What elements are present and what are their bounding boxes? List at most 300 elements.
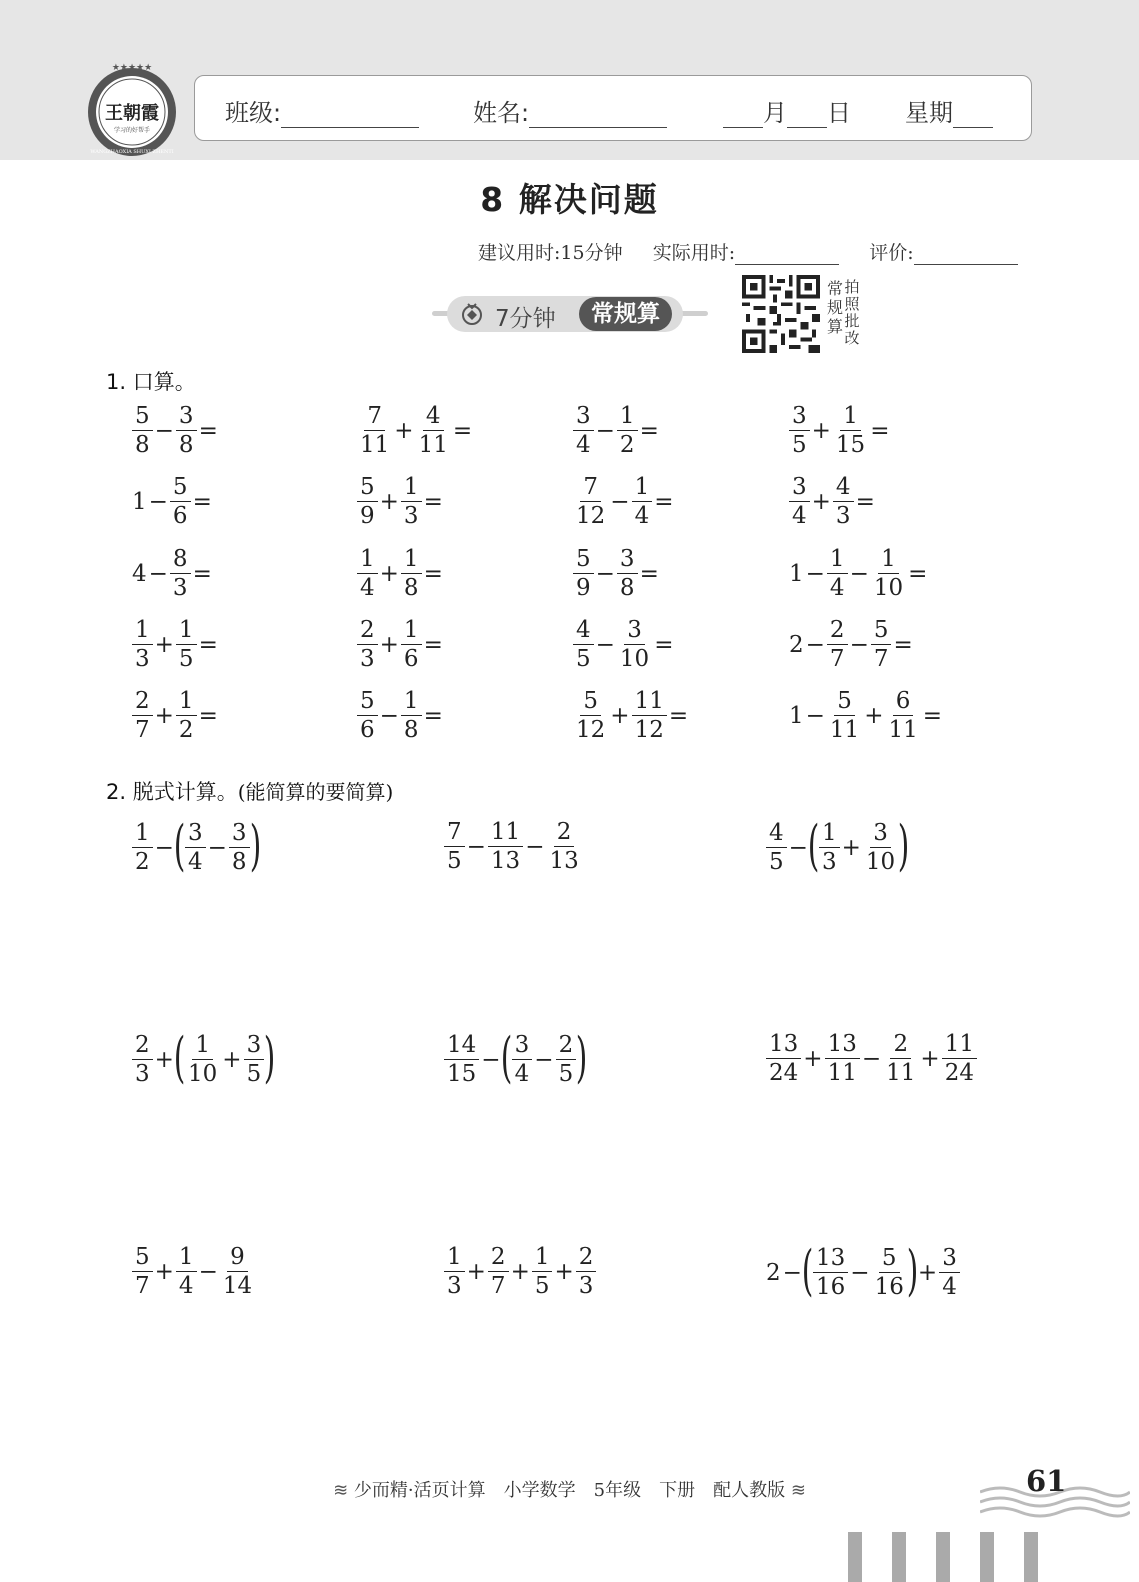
fraction <box>871 619 892 671</box>
wave-icon: ≋ <box>790 1480 806 1501</box>
numerator: 13 <box>766 1033 801 1059</box>
fraction <box>942 1033 977 1085</box>
problem-expression <box>572 476 674 528</box>
equals-sign: = <box>452 417 473 444</box>
equals-sign: = <box>908 560 928 587</box>
fraction <box>573 405 594 457</box>
fraction <box>872 1247 907 1299</box>
numerator: 1 <box>532 1246 553 1272</box>
numerator: 3 <box>617 548 638 574</box>
logo-name: 王朝霞 <box>105 103 159 124</box>
qr-label-left: 常规算 <box>826 279 843 336</box>
number: 1 <box>789 702 804 729</box>
denominator: 3 <box>835 503 851 529</box>
numerator: 1 <box>401 619 422 645</box>
numerator: 7 <box>444 821 465 847</box>
equals-sign: = <box>423 560 443 587</box>
denominator: 5 <box>558 1061 574 1087</box>
plus-sign: + <box>610 702 630 729</box>
numerator: 3 <box>244 1034 265 1060</box>
numerator: 2 <box>827 619 848 645</box>
problem-expression <box>131 476 213 528</box>
minus-sign: − <box>154 834 174 861</box>
fraction <box>863 822 898 874</box>
number: 1 <box>132 488 147 515</box>
parenthesis: ) <box>575 1026 588 1089</box>
fraction <box>132 1246 153 1298</box>
category-tag: 常规算 <box>579 297 672 331</box>
denominator: 11 <box>418 432 448 458</box>
problem-expression <box>443 1026 588 1089</box>
fraction <box>444 1034 479 1086</box>
number: 1 <box>789 560 804 587</box>
student-info-box <box>194 75 1032 141</box>
equals-sign: = <box>423 631 443 658</box>
equals-sign: = <box>654 488 674 515</box>
minus-sign: − <box>595 417 615 444</box>
fraction <box>444 1246 465 1298</box>
denominator: 8 <box>403 575 419 601</box>
problem-expression <box>765 1239 961 1302</box>
equals-sign: = <box>198 702 218 729</box>
plus-sign: + <box>394 417 414 444</box>
equals-sign: = <box>639 560 659 587</box>
denominator: 7 <box>829 646 845 672</box>
fraction <box>229 822 250 874</box>
denominator: 6 <box>403 646 419 672</box>
fraction <box>632 690 667 742</box>
numerator: 1 <box>176 690 197 716</box>
minus-sign: − <box>595 560 615 587</box>
problem-expression <box>572 548 660 600</box>
fraction <box>220 1246 255 1298</box>
parenthesis: ( <box>500 1026 512 1089</box>
denominator: 3 <box>578 1273 594 1299</box>
denominator: 4 <box>942 1274 957 1300</box>
denominator: 4 <box>360 575 375 601</box>
denominator: 4 <box>576 432 591 458</box>
denominator: 4 <box>792 503 807 529</box>
numerator: 2 <box>488 1246 509 1272</box>
numerator: 1 <box>176 619 197 645</box>
fraction <box>632 476 653 528</box>
denominator: 10 <box>188 1061 218 1087</box>
plus-sign: + <box>379 631 399 658</box>
plus-sign: + <box>154 702 174 729</box>
numerator: 5 <box>834 690 855 716</box>
fraction <box>546 821 581 873</box>
numerator: 5 <box>871 619 892 645</box>
denominator: 5 <box>534 1273 550 1299</box>
problem-expression <box>765 1033 978 1085</box>
fraction <box>766 1033 801 1085</box>
denominator: 10 <box>873 575 904 601</box>
fraction <box>357 476 378 528</box>
parenthesis: ( <box>801 1239 814 1302</box>
numerator: 1 <box>176 1246 197 1272</box>
problem-expression <box>131 1246 256 1298</box>
numerator: 4 <box>423 405 444 431</box>
logo-ring-text: WANGZHAOXIA SHUXI ZHENTI <box>90 149 174 155</box>
number: 4 <box>132 560 147 587</box>
footer: ≋ 少而精·活页计算 小学数学 5年级 下册 配人教版 ≋ <box>333 1480 806 1501</box>
numerator: 1 <box>401 548 422 574</box>
plus-sign: + <box>917 1259 938 1286</box>
numerator: 14 <box>444 1034 479 1060</box>
denominator: 7 <box>135 717 150 743</box>
class-field[interactable]: 班级: <box>225 93 419 128</box>
minus-sign: − <box>805 631 825 658</box>
problem-expression <box>788 548 928 600</box>
fraction <box>401 619 422 671</box>
numerator: 5 <box>132 405 153 431</box>
numerator: 13 <box>813 1247 848 1273</box>
fraction <box>885 690 920 742</box>
denominator: 5 <box>178 646 194 672</box>
fraction <box>617 619 652 671</box>
equals-sign: = <box>654 631 674 658</box>
numerator: 8 <box>170 548 191 574</box>
equals-sign: = <box>668 702 689 729</box>
denominator: 8 <box>178 432 194 458</box>
fraction <box>132 405 153 457</box>
denominator: 10 <box>865 849 896 875</box>
numerator: 3 <box>939 1247 960 1273</box>
fraction <box>813 1247 848 1299</box>
fraction <box>939 1247 960 1299</box>
problem-expression <box>131 619 219 671</box>
numerator: 11 <box>632 690 667 716</box>
numerator: 3 <box>229 822 250 848</box>
plus-sign: + <box>864 702 884 729</box>
denominator: 4 <box>634 503 650 529</box>
parenthesis: ) <box>906 1239 919 1302</box>
fraction <box>827 690 862 742</box>
equals-sign: = <box>192 488 212 515</box>
numerator: 1 <box>401 690 422 716</box>
denominator: 9 <box>360 503 375 529</box>
denominator: 3 <box>360 646 375 672</box>
numerator: 2 <box>357 619 378 645</box>
fraction <box>357 548 378 600</box>
denominator: 4 <box>514 1061 530 1087</box>
minus-sign: − <box>782 1259 802 1286</box>
denominator: 8 <box>231 849 247 875</box>
name-field[interactable]: 姓名: <box>473 93 667 128</box>
equals-sign: = <box>423 702 443 729</box>
equals-sign: = <box>198 631 218 658</box>
numerator: 1 <box>192 1034 213 1060</box>
qr-label-right: 拍照批改 <box>844 278 860 347</box>
plus-sign: + <box>841 834 861 861</box>
fraction <box>512 1034 533 1086</box>
numerator: 1 <box>878 548 899 574</box>
problem-expression <box>788 690 943 742</box>
denominator: 5 <box>792 432 807 458</box>
fraction <box>401 548 422 600</box>
equals-sign: = <box>922 702 943 729</box>
minus-sign: − <box>379 702 399 729</box>
numerator: 3 <box>512 1034 533 1060</box>
numerator: 2 <box>890 1033 911 1059</box>
plus-sign: + <box>920 1045 940 1072</box>
fraction <box>176 405 197 457</box>
fraction <box>532 1246 553 1298</box>
plus-sign: + <box>154 1258 174 1285</box>
fraction <box>170 548 191 600</box>
numerator: 1 <box>617 405 638 431</box>
publisher-logo <box>84 62 180 158</box>
problem-expression <box>131 814 261 877</box>
equals-sign: = <box>423 488 443 515</box>
numerator: 3 <box>870 822 891 848</box>
time-meta: 建议用时:15分钟 实际用时: 评价: <box>478 238 1018 265</box>
problem-expression <box>572 619 674 671</box>
medal-icon <box>461 302 483 326</box>
plus-sign: + <box>379 488 399 515</box>
numerator: 1 <box>357 548 378 574</box>
problem-expression <box>356 405 473 457</box>
denominator: 14 <box>222 1273 253 1299</box>
fraction <box>617 548 638 600</box>
fraction <box>244 1034 265 1086</box>
problem-expression <box>443 821 583 873</box>
numerator: 3 <box>624 619 645 645</box>
numerator: 13 <box>825 1033 860 1059</box>
fraction <box>488 1246 509 1298</box>
fraction <box>573 619 594 671</box>
numerator: 3 <box>789 405 810 431</box>
minus-sign: − <box>805 702 825 729</box>
denominator: 9 <box>576 575 591 601</box>
parenthesis: ( <box>807 814 820 877</box>
numerator: 2 <box>554 821 575 847</box>
plus-sign: + <box>811 488 831 515</box>
fraction <box>132 690 153 742</box>
numerator: 5 <box>132 1246 153 1272</box>
fraction <box>488 821 523 873</box>
problem-expression <box>356 619 444 671</box>
number: 2 <box>789 631 804 658</box>
numerator: 5 <box>357 690 378 716</box>
denominator: 3 <box>403 503 419 529</box>
numerator: 9 <box>227 1246 248 1272</box>
fraction <box>132 822 153 874</box>
plus-sign: + <box>554 1258 574 1285</box>
minus-sign: − <box>466 833 486 860</box>
numerator: 1 <box>401 476 422 502</box>
numerator: 2 <box>132 1034 153 1060</box>
minus-sign: − <box>198 1258 218 1285</box>
denominator: 5 <box>576 646 591 672</box>
numerator: 3 <box>185 822 206 848</box>
section-2-title: 2. 脱式计算。(能简算的要简算) <box>106 780 394 804</box>
minus-sign: − <box>595 631 615 658</box>
problem-expression <box>788 476 876 528</box>
fraction <box>444 821 465 873</box>
equals-sign: = <box>870 417 890 444</box>
denominator: 11 <box>829 717 860 743</box>
minus-sign: − <box>805 560 825 587</box>
denominator: 5 <box>246 1061 262 1087</box>
parenthesis: ) <box>249 814 261 877</box>
fraction <box>833 476 854 528</box>
numerator: 4 <box>573 619 594 645</box>
fraction <box>819 822 840 874</box>
denominator: 13 <box>490 848 521 874</box>
denominator: 6 <box>172 503 188 529</box>
problem-expression <box>356 690 444 742</box>
problem-expression <box>788 619 914 671</box>
number: 2 <box>766 1259 781 1286</box>
denominator: 11 <box>360 432 390 458</box>
fraction <box>132 619 153 671</box>
denominator: 11 <box>888 717 918 743</box>
plus-sign: + <box>154 1046 174 1073</box>
equals-sign: = <box>639 417 659 444</box>
equals-sign: = <box>192 560 212 587</box>
denominator: 12 <box>576 717 606 743</box>
numerator: 5 <box>573 548 594 574</box>
fraction <box>825 1033 860 1085</box>
numerator: 5 <box>357 476 378 502</box>
problem-expression <box>443 1246 597 1298</box>
fraction <box>185 1034 220 1086</box>
denominator: 16 <box>816 1274 846 1300</box>
plus-sign: + <box>222 1046 242 1073</box>
denominator: 7 <box>873 646 889 672</box>
plus-sign: + <box>803 1045 823 1072</box>
plus-sign: + <box>811 417 831 444</box>
minus-sign: − <box>148 488 168 515</box>
denominator: 15 <box>447 1061 477 1087</box>
fraction <box>573 548 594 600</box>
numerator: 1 <box>444 1246 465 1272</box>
fraction <box>871 548 906 600</box>
fraction <box>357 619 378 671</box>
plus-sign: + <box>510 1258 530 1285</box>
problem-expression <box>765 814 910 877</box>
date-field[interactable]: 月 日 <box>723 93 851 128</box>
denominator: 3 <box>172 575 188 601</box>
problem-expression <box>131 690 219 742</box>
denominator: 5 <box>769 849 784 875</box>
numerator: 3 <box>789 476 810 502</box>
problem-expression <box>788 405 890 457</box>
numerator: 1 <box>132 619 153 645</box>
numerator: 1 <box>827 548 848 574</box>
numerator: 1 <box>132 822 153 848</box>
fraction <box>176 1246 197 1298</box>
fraction <box>573 690 608 742</box>
time-badge <box>447 296 683 332</box>
minus-sign: − <box>849 631 869 658</box>
svg-text:★★★★★: ★★★★★ <box>111 63 153 73</box>
fraction <box>176 619 197 671</box>
numerator: 4 <box>766 822 787 848</box>
denominator: 5 <box>447 848 462 874</box>
fraction <box>357 690 378 742</box>
plus-sign: + <box>379 560 399 587</box>
problem-expression <box>572 690 689 742</box>
denominator: 8 <box>135 432 150 458</box>
section-1-title: 1. 口算。 <box>106 370 196 394</box>
numerator: 11 <box>942 1033 977 1059</box>
denominator: 6 <box>360 717 375 743</box>
numerator: 5 <box>879 1247 900 1273</box>
logo-sub: 学习的好帮手 <box>113 127 151 134</box>
denominator: 11 <box>827 1060 857 1086</box>
denominator: 2 <box>178 717 194 743</box>
minus-sign: − <box>610 488 630 515</box>
fraction <box>617 405 638 457</box>
problem-expression <box>356 548 444 600</box>
qr-code-icon[interactable] <box>741 275 821 353</box>
page-title: 8 解决问题 <box>480 180 659 219</box>
fraction <box>132 1034 153 1086</box>
parenthesis: ( <box>173 1026 186 1089</box>
minus-sign: − <box>154 417 174 444</box>
denominator: 24 <box>769 1060 799 1086</box>
denominator: 3 <box>135 646 150 672</box>
numerator: 1 <box>632 476 653 502</box>
denominator: 2 <box>619 432 635 458</box>
fraction <box>185 822 206 874</box>
fraction <box>833 405 868 457</box>
fraction <box>573 476 608 528</box>
problem-expression <box>131 548 213 600</box>
denominator: 4 <box>178 1273 194 1299</box>
denominator: 12 <box>634 717 664 743</box>
minus-sign: − <box>207 834 227 861</box>
denominator: 4 <box>829 575 845 601</box>
problem-expression <box>131 1026 276 1089</box>
numerator: 3 <box>573 405 594 431</box>
denominator: 15 <box>835 432 866 458</box>
fraction <box>416 405 451 457</box>
fraction <box>170 476 191 528</box>
fraction <box>576 1246 597 1298</box>
minus-sign: − <box>850 1259 870 1286</box>
plus-sign: + <box>154 631 174 658</box>
parenthesis: ( <box>173 814 186 877</box>
numerator: 2 <box>132 690 153 716</box>
fraction <box>827 548 848 600</box>
equals-sign: = <box>198 417 218 444</box>
weekday-field[interactable]: 星期 <box>905 93 993 128</box>
fraction <box>556 1034 577 1086</box>
minus-sign: − <box>525 833 545 860</box>
wave-icon: ≋ <box>333 1480 349 1501</box>
numerator: 1 <box>840 405 861 431</box>
parenthesis: ) <box>263 1026 276 1089</box>
numerator: 7 <box>580 476 601 502</box>
numerator: 1 <box>819 822 840 848</box>
fraction <box>401 690 422 742</box>
numerator: 5 <box>170 476 191 502</box>
denominator: 12 <box>576 503 606 529</box>
fraction <box>883 1033 918 1085</box>
minus-sign: − <box>534 1046 554 1073</box>
denominator: 11 <box>886 1060 916 1086</box>
numerator: 11 <box>488 821 523 847</box>
parenthesis: ) <box>897 814 910 877</box>
denominator: 3 <box>822 849 837 875</box>
numerator: 2 <box>556 1034 577 1060</box>
denominator: 3 <box>135 1061 150 1087</box>
numerator: 3 <box>176 405 197 431</box>
minus-sign: − <box>849 560 869 587</box>
